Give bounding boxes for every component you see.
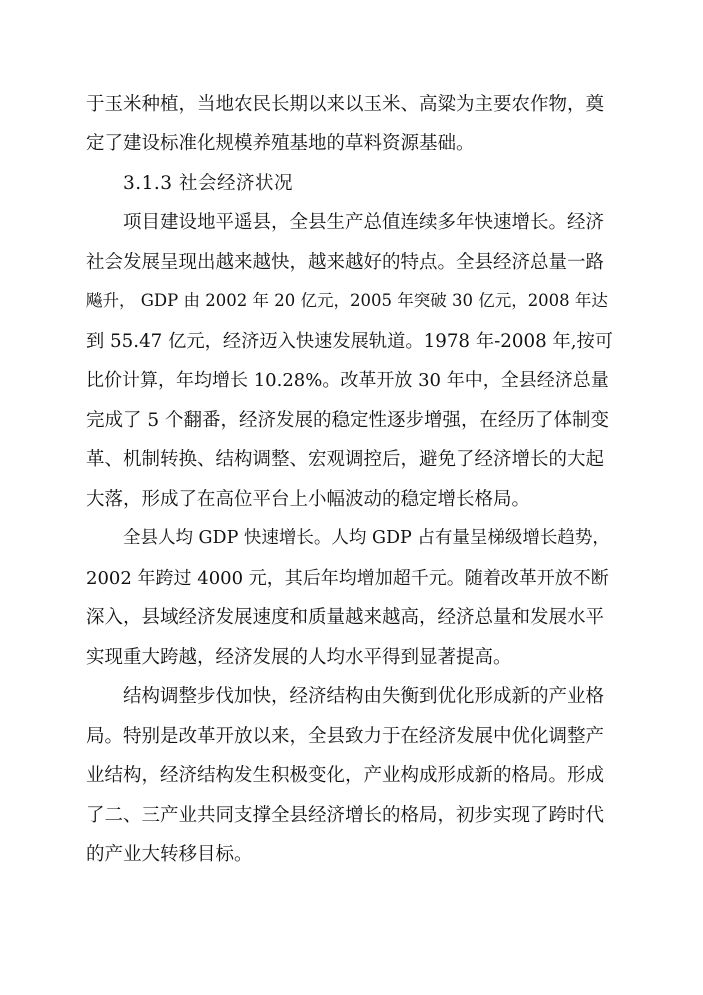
paragraph-line: 于玉米种植，当地农民长期以来以玉米、高粱为主要农作物，奠 (86, 94, 605, 115)
paragraph-line: 到 55.47 亿元，经济迈入快速发展轨道。1978 年-2008 年,按可 (86, 331, 614, 352)
paragraph-line: 全县人均 GDP 快速增长。人均 GDP 占有量呈梯级增长趋势， (123, 528, 610, 548)
paragraph-line: 项目建设地平遥县，全县生产总值连续多年快速增长。经济 (123, 212, 605, 233)
paragraph-line: 实现重大跨越，经济发展的人均水平得到显著提高。 (86, 647, 512, 668)
paragraph-line: 比价计算，年均增长 10.28%。改革开放 30 年中，全县经济总量 (86, 370, 609, 391)
paragraph-line: 业结构，经济结构发生积极变化，产业构成形成新的格局。形成 (86, 765, 605, 786)
section-heading: 3.1.3 社会经济状况 (123, 173, 293, 194)
paragraph-line: 完成了 5 个翻番，经济发展的稳定性逐步增强，在经历了体制变 (86, 410, 610, 431)
paragraph-line: 了二、三产业共同支撑全县经济增长的格局，初步实现了跨时代 (86, 805, 605, 826)
paragraph-line: 大落，形成了在高位平台上小幅波动的稳定增长格局。 (86, 489, 531, 510)
paragraph-line: 2002 年跨过 4000 元，其后年均增加超千元。随着改革开放不断 (86, 568, 609, 589)
paragraph-line: 社会发展呈现出越来越快，越来越好的特点。全县经济总量一路 (86, 252, 605, 273)
paragraph-line: 局。特别是改革开放以来，全县致力于在经济发展中优化调整产 (86, 726, 605, 747)
paragraph-line: 革、机制转换、结构调整、宏观调控后，避免了经济增长的大起 (86, 449, 605, 470)
paragraph-line: 飚升， GDP 由 2002 年 20 亿元，2005 年突破 30 亿元，2008 年达 (86, 291, 608, 310)
paragraph-line: 定了建设标准化规模养殖基地的草料资源基础。 (86, 133, 475, 154)
paragraph-line: 的产业大转移目标。 (86, 844, 253, 865)
paragraph-line: 结构调整步伐加快，经济结构由失衡到优化形成新的产业格 (123, 686, 605, 707)
paragraph-line: 深入，县域经济发展速度和质量越来越高，经济总量和发展水平 (86, 607, 605, 628)
